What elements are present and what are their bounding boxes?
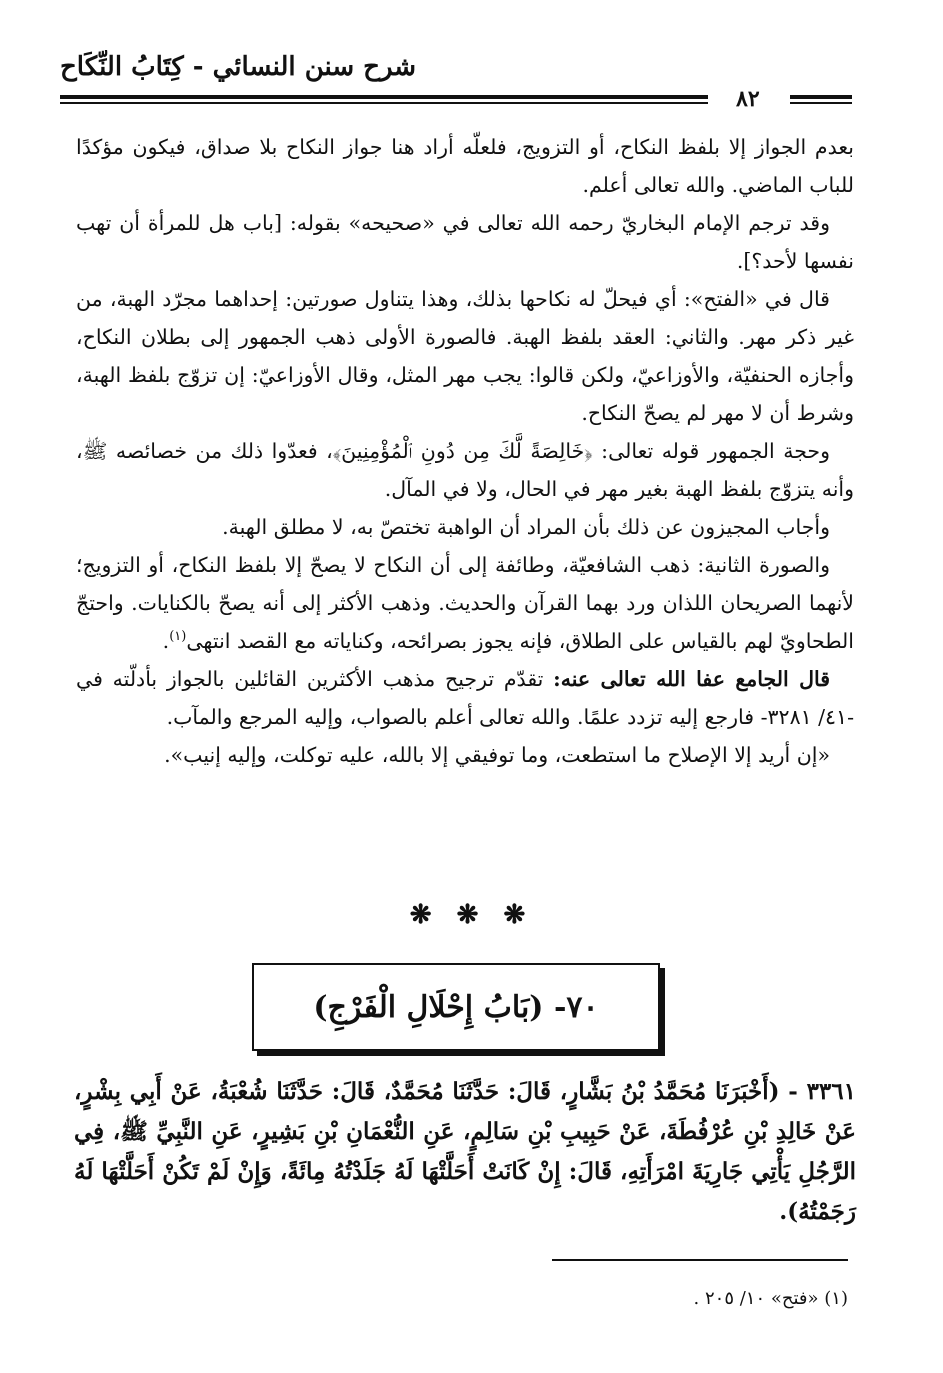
paragraph: وأجاب المجيزون عن ذلك بأن المراد أن الواهبة تختصّ به، لا مطلق الهبة. [222, 515, 830, 539]
header-rule [790, 95, 852, 99]
commentary-body [76, 128, 854, 774]
paragraph: وحجة الجمهور قوله تعالى: ﴿خَالِصَةً لَّكَ مِن دُونِ ٱلْمُؤْمِنِينَ﴾، فعدّوا ذلك من خصائصه ﷺ، وأنه يتزوّج بلفظ الهبة بغير مهر في الحال، ولا في المآل. [76, 439, 854, 501]
section-separator: ❋ ❋ ❋ [409, 900, 534, 930]
chapter-title: ٧٠- (بَابُ إِحْلَالِ الْفَرْجِ) [313, 989, 599, 1025]
paragraph: قال في «الفتح»: أي فيحلّ له نكاحها بذلك، وهذا يتناول صورتين: إحداهما مجرّد الهبة، من غير ذكر مهر. والثاني: العقد بلفظ الهبة. فالصورة الأولى ذهب الجمهور إلى بطلان النكاح، وأجازه الحنفيّة، والأوزاعيّ، ولكن قالوا: يجب مهر المثل، وقال الأوزاعيّ: إن تزوّج بلفظ الهبة، وشرط أن لا مهر لم يصحّ النكاح. [76, 287, 854, 425]
running-header-title: شرح سنن النسائي - كِتَابُ النِّكَاح [60, 52, 417, 82]
paragraph-end: . [162, 629, 170, 653]
footnote: (١) «فتح» ١٠/ ٢٠٥ . [693, 1288, 848, 1309]
paragraph-text: والصورة الثانية: ذهب الشافعيّة، وطائفة إلى أن النكاح لا يصحّ إلا بلفظ النكاح، أو التزويج؛ لأنهما الصريحان اللذان ورد بهما القرآن والحديث. وذهب الأكثر إلى أنه يصحّ بالكنايات. واحتجّ الطحاويّ لهم بالقياس على الطلاق، فإنه يجوز بصرائحه، وكناياته مع القصد انتهى [76, 553, 854, 653]
paragraph: وقد ترجم الإمام البخاريّ رحمه الله تعالى في «صحيحه» بقوله: [باب هل للمرأة أن تهب نفسها لأحد؟]. [76, 211, 854, 273]
footnote-reference: (١) [169, 629, 187, 645]
paragraph: بعدم الجواز إلا بلفظ النكاح، أو التزويج، فلعلّه أراد هنا جواز النكاح بلا صداق، فيكون مؤكدًا للباب الماضي. والله تعالى أعلم. [76, 135, 854, 197]
hadith-text: ٣٣٦١ - (أَخْبَرَنَا مُحَمَّدُ بْنُ بَشَّارٍ، قَالَ: حَدَّثَنَا مُحَمَّدٌ، قَالَ: حَدَّثَنَا شُعْبَةُ، عَنْ أَبِي بِشْرٍ، عَنْ خَالِدِ بْنِ عُرْفُطَةَ، عَنْ حَبِيبِ بْنِ سَالِمٍ، عَنِ النُّعْمَانِ بْنِ بَشِيرٍ، عَنِ النَّبِيِّ ﷺ، فِي الرَّجُلِ يَأْتِي جَارِيَةَ امْرَأَتِهِ، قَالَ: إِنْ كَانَتْ أَحَلَّتْهَا لَهُ جَلَدْتُهُ مِائَةً، وَإِنْ لَمْ تَكُنْ أَحَلَّتْهَا لَهُ رَجَمْتُهُ). [74, 1078, 856, 1225]
header-rule [60, 102, 708, 104]
conclusion-label: قال الجامع عفا الله تعالى عنه: [553, 667, 831, 691]
closing-prayer: «إن أريد إلا الإصلاح ما استطعت، وما توفيقي إلا بالله، عليه توكلت، وإليه إنيب». [164, 743, 830, 767]
chapter-heading-box [252, 963, 660, 1051]
page-number: ٨٢ [736, 86, 760, 112]
conclusion-paragraph [76, 660, 854, 736]
header-rule [790, 102, 852, 104]
header-rule [60, 95, 708, 99]
footnote-divider [552, 1259, 848, 1261]
paragraph [76, 546, 854, 660]
conclusion-text: تقدّم ترجيح مذهب الأكثرين القائلين بالجواز بأدلّته في -٤١/ ٣٢٨١- فارجع إليه تزدد علمًا. والله تعالى أعلم بالصواب، وإليه المرجع والمآب. [76, 667, 854, 729]
